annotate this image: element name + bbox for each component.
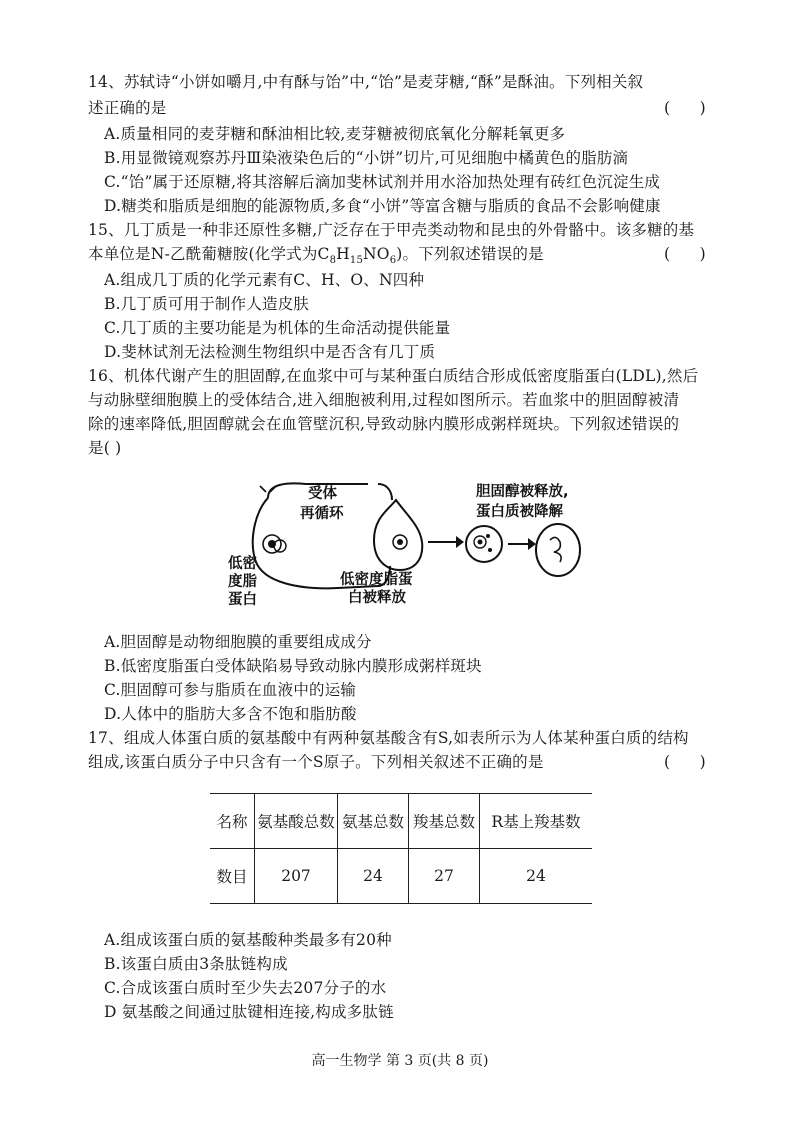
table-header-cell: 名称 xyxy=(210,794,255,849)
q15-option-a: A.组成几丁质的化学元素有C、H、O、N四种 xyxy=(104,271,425,289)
q15-stem-line2-pre: 本单位是N-乙酰葡糖胺(化学式为C xyxy=(88,245,330,263)
q17-stem-line1: 17、组成人体蛋白质的氨基酸中有两种氨基酸含有S,如表所示为人体某种蛋白质的结构 xyxy=(88,729,689,747)
table-header-cell: 羧基总数 xyxy=(409,794,480,849)
q16-option-a: A.胆固醇是动物细胞膜的重要组成成分 xyxy=(104,633,372,651)
formula-sub-o: 6 xyxy=(389,255,397,267)
q14-option-a: A.质量相同的麦芽糖和酥油相比较,麦芽糖被彻底氧化分解耗氧更多 xyxy=(104,125,566,143)
table-cell: 数目 xyxy=(210,849,255,904)
q16-option-c: C.胆固醇可参与脂质在血液中的运输 xyxy=(104,681,357,699)
formula-h: H xyxy=(336,245,350,263)
table-cell: 207 xyxy=(255,849,338,904)
label-ldl-line1: 低密 xyxy=(228,556,257,572)
q15-stem-line2 xyxy=(88,244,544,271)
lysosome-enzyme-dot-icon xyxy=(488,548,492,552)
table-row xyxy=(210,849,592,904)
q16-stem-line4: 是( ) xyxy=(88,439,122,457)
page-footer: 高一生物学 第 3 页(共 8 页) xyxy=(311,1053,489,1069)
formula-sub-h: 15 xyxy=(349,255,364,267)
q14-stem-line2: 述正确的是 xyxy=(88,99,167,117)
table-header-cell: 氨基酸总数 xyxy=(255,794,338,849)
q15-answer-paren: ( ) xyxy=(664,245,706,263)
label-ldl-line3: 蛋白 xyxy=(228,592,257,608)
formula-sub-c: 8 xyxy=(329,255,337,267)
q17-stem-line2: 组成,该蛋白质分子中只含有一个S原子。下列相关叙述不正确的是 xyxy=(88,753,544,771)
q16-stem-line3: 除的速率降低,胆固醇就会在血管壁沉积,导致动脉内膜形成粥样斑块。下列叙述错误的 xyxy=(88,415,680,433)
label-degrade-line1: 胆固醇被释放, xyxy=(476,484,569,500)
table-header-cell: R基上羧基数 xyxy=(480,794,593,849)
table-header-cell: 氨基总数 xyxy=(338,794,409,849)
label-release-line1: 低密度脂蛋 xyxy=(340,572,413,588)
protein-composition-table xyxy=(210,793,592,904)
formula-no: NO xyxy=(363,245,390,263)
table-header-row xyxy=(210,794,592,849)
label-degrade-line2: 蛋白质被降解 xyxy=(476,504,563,520)
endosome-ldl-core-icon xyxy=(397,539,403,545)
recycle-arrow-line xyxy=(378,484,392,500)
lysosome-icon xyxy=(466,526,502,562)
label-receptor-line2: 再循环 xyxy=(300,506,344,522)
arrow-to-degraded-head-icon xyxy=(528,538,536,550)
q15-stem-line2-post: )。下列叙述错误的是 xyxy=(396,245,544,263)
label-receptor-line1: 受体 xyxy=(308,486,337,502)
q14-option-d: D.糖类和脂质是细胞的能源物质,多食“小饼”等富含糖与脂质的食品不会影响健康 xyxy=(104,197,661,215)
lysosome-ldl-core-icon xyxy=(478,540,483,545)
q14-option-b: B.用显微镜观察苏丹Ⅲ染液染色后的“小饼”切片,可见细胞中橘黄色的脂肪滴 xyxy=(104,149,629,167)
table-cell: 24 xyxy=(338,849,409,904)
degraded-fragment-icon xyxy=(550,537,561,562)
q17-option-c: C.合成该蛋白质时至少失去207分子的水 xyxy=(104,979,387,997)
ldl-uptake-diagram xyxy=(228,470,608,615)
table-cell: 27 xyxy=(409,849,480,904)
q16-stem-line2: 与动脉壁细胞膜上的受体结合,进入细胞被利用,过程如图所示。若血浆中的胆固醇被清 xyxy=(88,391,680,409)
q16-stem-line1: 16、机体代谢产生的胆固醇,在血浆中可与某种蛋白质结合形成低密度脂蛋白(LDL),然后 xyxy=(88,367,699,385)
q15-stem-line1: 15、几丁质是一种非还原性多糖,广泛存在于甲壳类动物和昆虫的外骨骼中。该多糖的基 xyxy=(88,221,695,239)
q17-option-b: B.该蛋白质由3条肽链构成 xyxy=(104,955,288,973)
label-ldl-line2: 度脂 xyxy=(228,574,257,590)
arrow-to-lysosome-head-icon xyxy=(456,536,464,548)
q15-option-b: B.几丁质可用于制作人造皮肤 xyxy=(104,295,310,313)
q17-answer-paren: ( ) xyxy=(664,753,706,771)
q16-option-d: D.人体中的脂肪大多含不饱和脂肪酸 xyxy=(104,705,357,723)
q17-option-a: A.组成该蛋白质的氨基酸种类最多有20种 xyxy=(104,931,392,949)
q14-option-c: C.“饴”属于还原糖,将其溶解后滴加斐林试剂并用水浴加热处理有砖红色沉淀生成 xyxy=(104,173,661,191)
q16-option-b: B.低密度脂蛋白受体缺陷易导致动脉内膜形成粥样斑块 xyxy=(104,657,482,675)
q15-option-c: C.几丁质的主要功能是为机体的生命活动提供能量 xyxy=(104,319,451,337)
q15-option-d: D.斐林试剂无法检测生物组织中是否含有几丁质 xyxy=(104,343,436,361)
q17-option-d: D 氨基酸之间通过肽键相连接,构成多肽链 xyxy=(104,1003,394,1021)
lysosome-enzyme-dot2-icon xyxy=(486,534,490,538)
label-release-line2: 白被释放 xyxy=(348,590,406,606)
q14-stem-line1: 14、苏轼诗“小饼如嚼月,中有酥与饴”中,“饴”是麦芽糖,“酥”是酥油。下列相关叙 xyxy=(88,73,644,91)
q14-answer-paren: ( ) xyxy=(664,99,706,117)
table-cell: 24 xyxy=(480,849,593,904)
